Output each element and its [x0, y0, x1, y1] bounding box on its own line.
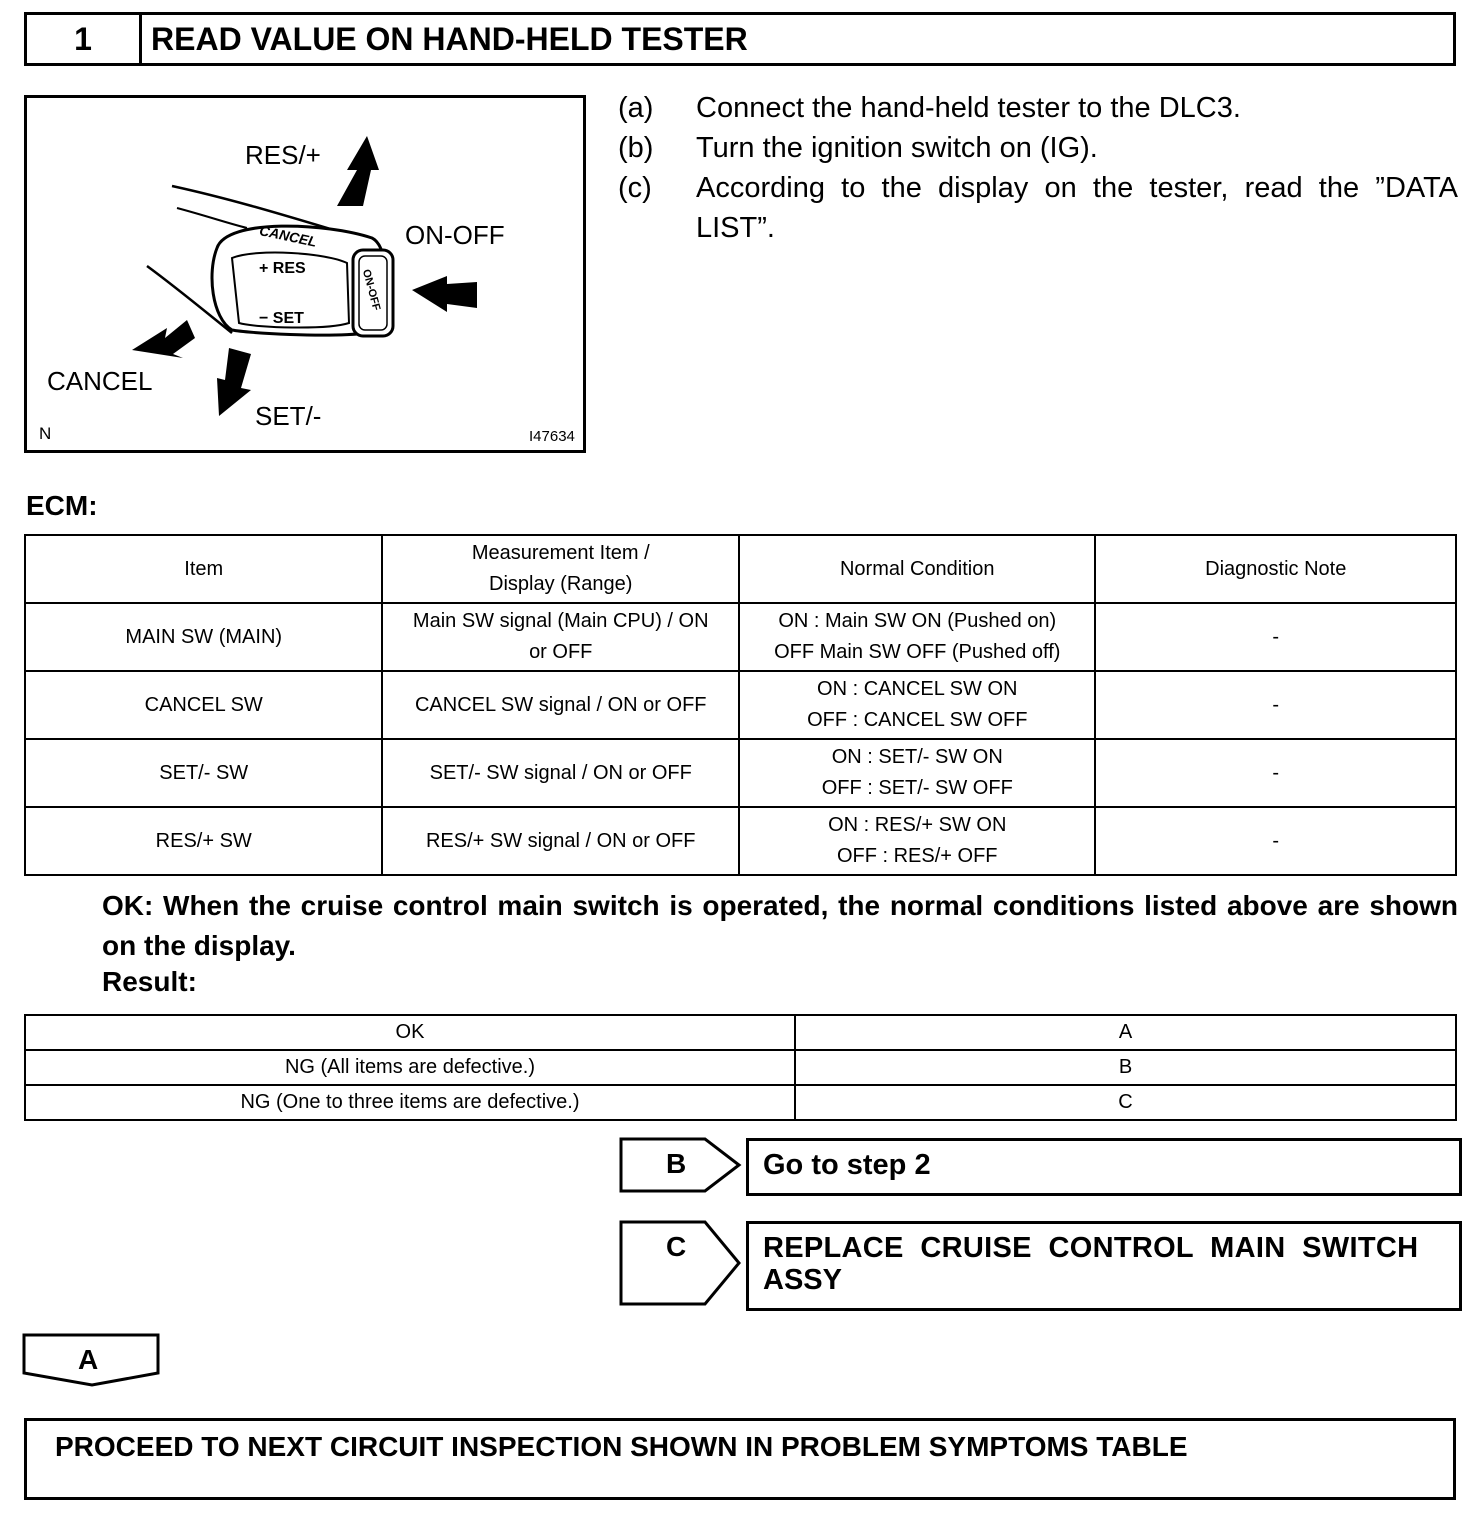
table-row	[25, 807, 1456, 875]
label-res-plus: RES/+	[245, 140, 321, 170]
cell-measurement: SET/- SW signal / ON or OFF	[382, 739, 739, 807]
switch-illustration	[24, 95, 586, 453]
on-off-arrow-icon	[412, 276, 477, 312]
header-measurement-line1: Measurement Item /	[471, 542, 650, 564]
cell-note: -	[1095, 807, 1456, 875]
cell-normal	[739, 807, 1095, 875]
instruction-text: According to the display on the tester, read the ”DATA	[696, 172, 1458, 204]
cell-normal	[739, 603, 1095, 671]
cell-item: SET/- SW	[25, 739, 382, 807]
cell-line: OFF Main SW OFF (Pushed off)	[774, 641, 1061, 663]
result-code: C	[795, 1085, 1456, 1120]
result-code: B	[795, 1050, 1456, 1085]
branch-b-box	[746, 1138, 1462, 1196]
instruction-b	[618, 128, 1458, 168]
label-set-minus: SET/-	[255, 401, 322, 431]
table-row	[25, 1085, 1456, 1120]
label-cancel: CANCEL	[47, 366, 153, 396]
table-header-row	[25, 535, 1456, 603]
ecm-data-list-table	[24, 534, 1457, 876]
table-row	[25, 671, 1456, 739]
instruction-a	[618, 88, 1458, 128]
table-row	[25, 603, 1456, 671]
step-number: 1	[27, 15, 142, 63]
cell-line: OFF : SET/- SW OFF	[821, 777, 1013, 799]
cell-line: ON : SET/- SW ON	[831, 746, 1003, 768]
instruction-c	[618, 168, 1458, 248]
branch-c-text: REPLACE CRUISE CONTROL MAIN SWITCH	[763, 1232, 1419, 1264]
instruction-text: Turn the ignition switch on (IG).	[696, 132, 1098, 164]
lever-on-off-marking: ON-OFF	[359, 268, 383, 312]
label-on-off: ON-OFF	[405, 220, 505, 250]
header-normal: Normal Condition	[739, 535, 1095, 603]
branch-c-box	[746, 1221, 1462, 1311]
header-note: Diagnostic Note	[1095, 535, 1456, 603]
figure-id: I47634	[529, 428, 575, 445]
branch-c-text-continued: ASSY	[763, 1264, 842, 1296]
cell-normal	[739, 739, 1095, 807]
step-header	[24, 12, 1456, 66]
result-label: Result:	[102, 966, 197, 997]
cell-normal	[739, 671, 1095, 739]
cell-line: OFF : CANCEL SW OFF	[807, 709, 1028, 731]
cell-line: ON : Main SW ON (Pushed on)	[778, 610, 1057, 632]
cell-item: MAIN SW (MAIN)	[25, 603, 382, 671]
cancel-arrow-icon	[132, 320, 195, 358]
table-row	[25, 1050, 1456, 1085]
branch-c-tag: C	[666, 1231, 687, 1262]
res-arrow-icon	[337, 136, 379, 206]
table-row	[25, 1015, 1456, 1050]
cell-line: ON : RES/+ SW ON	[828, 814, 1007, 836]
cell-line: ON : CANCEL SW ON	[817, 678, 1018, 700]
table-row	[25, 739, 1456, 807]
result-condition: NG (All items are defective.)	[25, 1050, 795, 1085]
cell-measurement: RES/+ SW signal / ON or OFF	[382, 807, 739, 875]
header-measurement	[382, 535, 739, 603]
proceed-text: PROCEED TO NEXT CIRCUIT INSPECTION SHOWN IN PROBLEM SYMPTOMS TABLE	[55, 1431, 1188, 1462]
branch-b-tag: B	[666, 1148, 687, 1179]
instruction-key: (b)	[618, 132, 654, 164]
instruction-text: Connect the hand-held tester to the DLC3.	[696, 92, 1241, 124]
lever-cancel-marking: CANCEL	[257, 222, 319, 250]
header-item: Item	[25, 535, 382, 603]
cell-note: -	[1095, 603, 1456, 671]
ok-criteria: OK: When the cruise control main switch is operated, the normal conditions listed above are shown on the display.	[102, 890, 1458, 961]
cell-line: Main SW signal (Main CPU) / ON	[412, 610, 709, 632]
result-condition: OK	[25, 1015, 795, 1050]
lever-stalk-mid	[177, 208, 247, 228]
instruction-text-continued: LIST”.	[696, 212, 775, 244]
figure-corner-n: N	[39, 424, 52, 443]
cell-measurement: CANCEL SW signal / ON or OFF	[382, 671, 739, 739]
lever-set-marking: − SET	[259, 310, 304, 327]
cell-measurement	[382, 603, 739, 671]
set-arrow-icon	[217, 348, 251, 416]
lever-res-marking: + RES	[259, 260, 306, 277]
ecm-label: ECM:	[26, 490, 98, 521]
result-condition: NG (One to three items are defective.)	[25, 1085, 795, 1120]
cell-line: or OFF	[529, 641, 593, 663]
branch-b-text: Go to step 2	[763, 1149, 931, 1181]
step-title: READ VALUE ON HAND-HELD TESTER	[151, 20, 748, 57]
proceed-box	[24, 1418, 1456, 1500]
cell-item: RES/+ SW	[25, 807, 382, 875]
result-code: A	[795, 1015, 1456, 1050]
cell-note: -	[1095, 671, 1456, 739]
cell-line: OFF : RES/+ OFF	[836, 845, 998, 867]
result-table	[24, 1014, 1457, 1121]
instruction-key: (a)	[618, 92, 654, 124]
cell-item: CANCEL SW	[25, 671, 382, 739]
header-measurement-line2: Display (Range)	[489, 573, 633, 595]
instruction-key: (c)	[618, 172, 652, 204]
cell-note: -	[1095, 739, 1456, 807]
branch-a-tag: A	[78, 1344, 99, 1375]
